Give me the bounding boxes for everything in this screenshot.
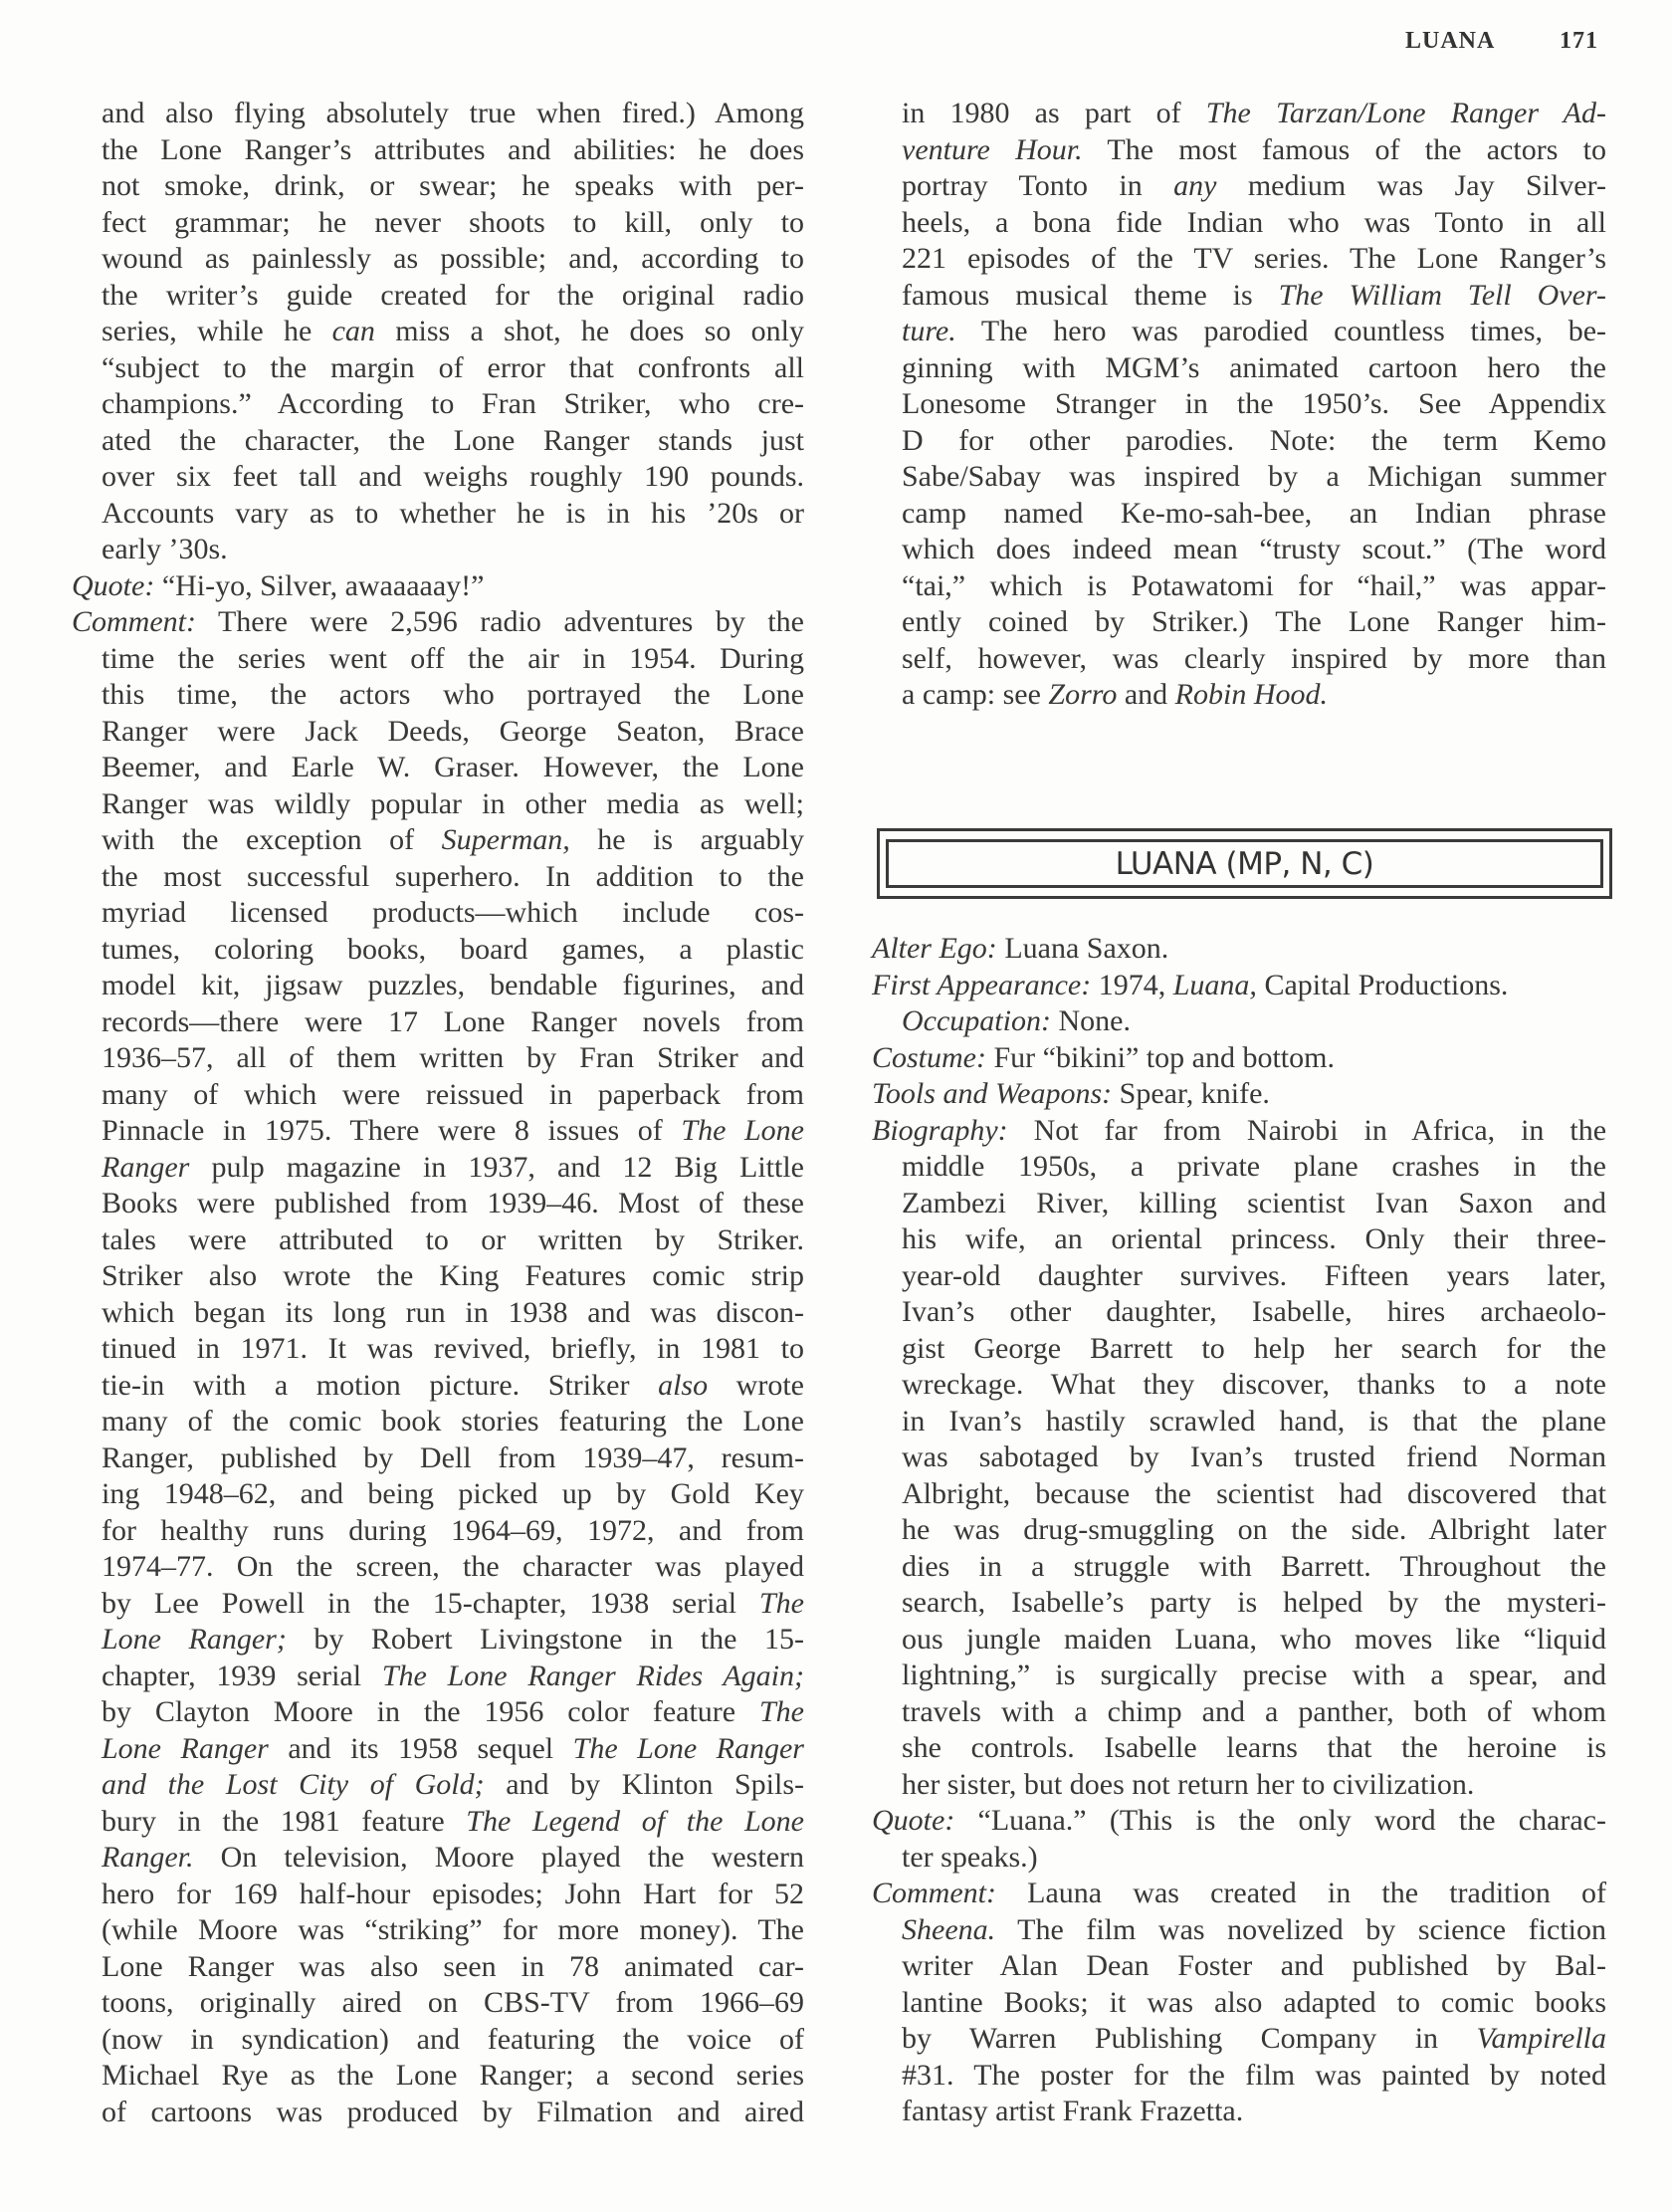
text-line — [72, 677, 804, 714]
text-run: search, Isabelle’s party is helped by the mysteri- — [902, 1586, 1606, 1619]
text-run: hero for 169 half-hour episodes; John Hart for 52 — [102, 1877, 804, 1910]
text-run: Lonesome Stranger in the 1950’s. See Appendix — [902, 387, 1606, 420]
text-line — [872, 386, 1606, 423]
text-run: 1974, — [1098, 968, 1173, 1001]
text-run: Luana Saxon. — [1004, 932, 1169, 965]
text-run: the Lone Ranger’s attributes and abilities: he does — [102, 132, 804, 166]
entry-field-quote — [872, 1803, 1606, 1876]
entry-title: LUANA (MP, N, C) — [886, 839, 1603, 888]
italic-title: The — [759, 1586, 804, 1620]
italic-title: ture. — [902, 315, 956, 347]
italic-title: The Lone Ranger — [572, 1731, 804, 1765]
text-line — [872, 96, 1606, 132]
text-run: series, while he — [102, 315, 332, 347]
text-run: Launa was created in the tradition of — [1027, 1877, 1606, 1909]
text-run: by Lee Powell in the 15-chapter, 1938 serial — [102, 1586, 759, 1620]
text-line — [872, 1221, 1606, 1258]
text-line — [872, 1439, 1606, 1476]
text-run: Michael Rye as the Lone Ranger; a second series — [102, 2059, 804, 2092]
text-line — [72, 1622, 804, 1659]
field-label: Comment: — [872, 1877, 996, 1909]
text-run: writer Alan Dean Foster and published by Bal- — [902, 1949, 1606, 1982]
text-line — [872, 931, 1606, 968]
text-line — [72, 1258, 804, 1295]
text-run: chapter, 1939 serial — [102, 1659, 382, 1692]
text-run: ated the character, the Lone Ranger stands just — [102, 423, 804, 457]
text-line — [872, 1876, 1606, 1912]
text-line — [72, 641, 804, 678]
text-run: in 1980 as part of — [902, 97, 1206, 129]
text-run: of cartoons was produced by Filmation and aired — [102, 2095, 804, 2128]
text-line — [872, 1003, 1606, 1040]
text-line — [872, 1258, 1606, 1295]
italic-title: Superman, — [441, 823, 570, 856]
text-line — [72, 1877, 804, 1913]
italic-title: Ranger — [102, 1150, 190, 1184]
entry-field-occupation — [872, 1003, 1606, 1040]
text-line — [872, 968, 1606, 1004]
text-run: by Warren Publishing Company in — [902, 2022, 1477, 2055]
text-line — [872, 1512, 1606, 1549]
text-run: Fur “bikini” top and bottom. — [993, 1040, 1335, 1074]
text-line — [72, 932, 804, 969]
text-run: which began its long run in 1938 and was discon- — [102, 1295, 804, 1329]
text-line — [72, 859, 804, 896]
text-line — [72, 132, 804, 169]
text-line — [872, 314, 1606, 350]
text-line — [872, 568, 1606, 605]
italic-title: and the Lost City of Gold; — [102, 1768, 485, 1801]
text-run: 1936–57, all of them written by Fran Striker and — [102, 1041, 804, 1074]
text-line — [872, 2021, 1606, 2058]
text-run: many of which were reissued in paperback from — [102, 1077, 804, 1111]
text-run: a camp: see — [902, 678, 1049, 711]
text-run: with the exception of — [102, 823, 442, 856]
text-line — [72, 714, 804, 751]
italic-title: The — [759, 1695, 804, 1728]
text-line — [872, 1767, 1606, 1804]
text-line — [72, 1694, 804, 1731]
text-run: tinued in 1971. It was revived, briefly, in 1981 to — [102, 1332, 804, 1365]
text-line — [72, 1985, 804, 2022]
text-run: 221 episodes of the TV series. The Lone Ranger’s — [902, 242, 1606, 275]
text-line — [872, 1985, 1606, 2022]
text-line — [872, 1549, 1606, 1586]
text-line — [72, 532, 804, 568]
text-run: tumes, coloring books, board games, a plastic — [102, 932, 804, 966]
text-run: many of the comic book stories featuring the Lone — [102, 1405, 804, 1438]
text-line — [72, 1804, 804, 1841]
text-run: Sabe/Sabay was inspired by a Michigan summer — [902, 460, 1606, 493]
text-run: None. — [1058, 1004, 1131, 1037]
text-line — [872, 1912, 1606, 1949]
text-line — [72, 750, 804, 786]
text-run: Accounts vary as to whether he is in his ’20s or — [102, 496, 804, 530]
entry-field-comment — [72, 604, 804, 2130]
paragraph — [872, 96, 1606, 714]
text-run: #31. The poster for the film was painted by noted — [902, 2058, 1606, 2092]
text-line — [72, 1040, 804, 1077]
text-run: tales were attributed to or written by Striker. — [102, 1222, 804, 1256]
text-line — [72, 1150, 804, 1187]
field-label: First Appearance: — [872, 968, 1092, 1001]
text-run: ous jungle maiden Luana, who moves like “liquid — [902, 1622, 1606, 1656]
text-line — [72, 1077, 804, 1114]
field-label: Comment: — [72, 605, 196, 638]
text-line — [72, 168, 804, 205]
text-line — [872, 1331, 1606, 1368]
text-line — [872, 1585, 1606, 1622]
text-run: over six feet tall and weighs roughly 190 pounds. — [102, 460, 804, 493]
text-run: ginning with MGM’s animated cartoon hero the — [902, 350, 1606, 384]
field-label: Biography: — [872, 1113, 1008, 1147]
text-line — [872, 1694, 1606, 1731]
text-line — [72, 568, 804, 605]
text-run: fantasy artist Frank Frazetta. — [902, 2095, 1244, 2127]
text-run: he was drug-smuggling on the side. Albright later — [902, 1513, 1606, 1546]
text-run: model kit, jigsaw puzzles, bendable figurines, and — [102, 969, 804, 1001]
text-run: toons, originally aired on CBS-TV from 1966–69 — [102, 1986, 804, 2019]
text-line — [72, 314, 804, 350]
text-run: Spear, knife. — [1119, 1077, 1270, 1110]
text-line — [72, 1949, 804, 1986]
text-run: portray Tonto in — [902, 169, 1174, 202]
text-run: dies in a struggle with Barrett. Throughout the — [902, 1549, 1606, 1583]
text-line — [72, 968, 804, 1004]
text-line — [872, 2058, 1606, 2095]
italic-title: The Tarzan/Lone Ranger Ad- — [1205, 97, 1606, 129]
text-run: and its 1958 sequel — [268, 1731, 573, 1765]
italic-title: Luana, — [1172, 968, 1257, 1001]
text-line — [872, 459, 1606, 496]
text-line — [72, 1476, 804, 1513]
text-run: wrote — [708, 1368, 804, 1402]
italic-title: Ranger. — [102, 1841, 194, 1874]
italic-title: also — [658, 1368, 709, 1402]
text-run: by Clayton Moore in the 1956 color feature — [102, 1695, 759, 1728]
text-run: Striker also wrote the King Features comic strip — [102, 1259, 804, 1292]
text-run: her sister, but does not return her to civilization. — [902, 1767, 1475, 1801]
text-run: this time, the actors who portrayed the Lone — [102, 678, 804, 711]
running-header — [1405, 28, 1495, 55]
text-run: fect grammar; he never shoots to kill, only to — [102, 205, 804, 239]
entry-field-tools-and-weapons — [872, 1076, 1606, 1113]
italic-title: Lone Ranger; — [102, 1623, 287, 1656]
text-line — [72, 1404, 804, 1440]
text-run: “Hi-yo, Silver, awaaaaay!” — [161, 568, 485, 602]
field-label: Occupation: — [902, 1004, 1051, 1037]
text-run: lightning,” is surgically precise with a spear, and — [902, 1659, 1606, 1691]
text-run: early ’30s. — [102, 533, 228, 565]
italic-title: Sheena. — [902, 1912, 996, 1946]
field-label: Quote: — [72, 568, 155, 602]
text-line — [72, 1659, 804, 1695]
text-line — [72, 423, 804, 460]
text-run: she controls. Isabelle learns that the heroine is — [902, 1731, 1606, 1764]
text-run: Ivan’s other daughter, Isabelle, hires archaeolo- — [902, 1295, 1606, 1328]
text-run: Lone Ranger was also seen in 78 animated car- — [102, 1949, 804, 1983]
italic-title: The William Tell Over- — [1278, 278, 1607, 312]
text-run: the writer’s guide created for the original radio — [102, 278, 804, 312]
text-run: medium was Jay Silver- — [1216, 169, 1607, 202]
text-line — [872, 1294, 1606, 1331]
text-run: by Robert Livingstone in the 15- — [286, 1623, 804, 1656]
text-run: he is arguably — [569, 823, 804, 856]
text-line — [872, 1622, 1606, 1659]
field-label: Quote: — [872, 1804, 955, 1837]
text-line — [872, 205, 1606, 242]
text-line — [72, 822, 804, 859]
text-run: 1974–77. On the screen, the character was played — [102, 1550, 804, 1583]
italic-title: venture Hour. — [902, 132, 1083, 166]
text-line — [72, 786, 804, 823]
left-column — [72, 96, 804, 2130]
text-run: Ranger, published by Dell from 1939–47, resum- — [102, 1440, 804, 1474]
text-run: ter speaks.) — [902, 1840, 1038, 1874]
text-run: miss a shot, he does so only — [374, 315, 804, 347]
text-run: tie-in with a motion picture. Striker — [102, 1368, 659, 1402]
text-line — [72, 1368, 804, 1405]
text-line — [872, 1404, 1606, 1440]
entry-field-costume — [872, 1040, 1606, 1077]
text-line — [72, 1586, 804, 1623]
entry-field-quote — [72, 568, 804, 605]
text-line — [72, 1222, 804, 1259]
text-run: “subject to the margin of error that confronts all — [102, 350, 804, 384]
text-line — [72, 386, 804, 423]
text-run: Not far from Nairobi in Africa, in the — [1033, 1113, 1607, 1147]
text-line — [72, 1731, 804, 1768]
text-run: (while Moore was “striking” for more money). The — [102, 1913, 804, 1946]
field-label: Costume: — [872, 1040, 986, 1074]
luana-entry — [872, 931, 1606, 2130]
entry-field-alter-ego — [872, 931, 1606, 968]
text-run: “Luana.” (This is the only word the charac- — [977, 1804, 1606, 1837]
text-line — [872, 1476, 1606, 1513]
text-line — [72, 496, 804, 533]
text-run: Ranger was wildly popular in other media as well; — [102, 786, 804, 820]
text-line — [872, 241, 1606, 278]
page-number — [1560, 28, 1598, 55]
italic-title: Lone Ranger — [102, 1731, 269, 1765]
text-line — [872, 496, 1606, 533]
text-line — [872, 1149, 1606, 1186]
text-run: gist George Barrett to help her search for the — [902, 1331, 1606, 1365]
entry-field-comment — [872, 1876, 1606, 2130]
text-run: heels, a bona fide Indian who was Tonto in all — [902, 205, 1606, 239]
text-line — [872, 604, 1606, 641]
text-line — [872, 132, 1606, 169]
text-run: his wife, an oriental princess. Only their three- — [902, 1222, 1606, 1255]
text-line — [872, 423, 1606, 460]
text-run: ing 1948–62, and being picked up by Gold Key — [102, 1477, 804, 1510]
text-line — [872, 278, 1606, 315]
text-line — [872, 1658, 1606, 1694]
text-run: Ranger were Jack Deeds, George Seaton, Brace — [102, 714, 804, 748]
text-line — [872, 1186, 1606, 1222]
text-line — [872, 350, 1606, 387]
text-run: The film was novelized by science fiction — [995, 1912, 1606, 1946]
text-line — [72, 350, 804, 387]
italic-title: can — [331, 315, 375, 347]
text-run: wound as painlessly as possible; and, according to — [102, 242, 804, 275]
text-run: Beemer, and Earle W. Graser. However, the Lone — [102, 751, 804, 783]
text-run: Albright, because the scientist had discovered that — [902, 1476, 1606, 1510]
text-line — [72, 1186, 804, 1222]
text-line — [72, 2095, 804, 2131]
text-run: self, however, was clearly inspired by more than — [902, 641, 1606, 675]
right-column-continuation — [872, 96, 1606, 714]
text-run: Capital Productions. — [1256, 968, 1509, 1001]
italic-title: Robin Hood. — [1174, 678, 1328, 711]
text-run: There were 2,596 radio adventures by the — [217, 605, 804, 638]
italic-title: The Lone — [681, 1114, 805, 1147]
text-line — [872, 1730, 1606, 1767]
text-line — [72, 1840, 804, 1877]
paragraph — [72, 96, 804, 568]
text-run: bury in the 1981 feature — [102, 1804, 467, 1838]
text-line — [72, 895, 804, 932]
text-run: year-old daughter survives. Fifteen years later, — [902, 1258, 1606, 1292]
text-run: pulp magazine in 1937, and 12 Big Little — [189, 1150, 804, 1184]
text-run: travels with a chimp and a panther, both of whom — [902, 1694, 1606, 1728]
running-title: LUANA — [1405, 28, 1496, 54]
italic-title: Vampirella — [1476, 2022, 1606, 2055]
text-run: “tai,” which is Potawatomi for “hail,” was appar- — [902, 568, 1606, 602]
italic-title: any — [1173, 169, 1217, 202]
text-run: camp named Ke-mo-sah-bee, an Indian phrase — [902, 496, 1606, 530]
text-run: Books were published from 1939–46. Most of these — [102, 1187, 804, 1219]
text-line — [72, 1912, 804, 1949]
text-line — [872, 641, 1606, 678]
text-line — [72, 1767, 804, 1804]
text-run: Zambezi River, killing scientist Ivan Saxon and — [902, 1186, 1606, 1219]
text-line — [72, 205, 804, 242]
text-run: famous musical theme is — [902, 278, 1279, 312]
text-run: and — [1117, 678, 1175, 711]
field-label: Alter Ego: — [872, 932, 997, 965]
text-run: On television, Moore played the western — [193, 1841, 804, 1874]
text-line — [872, 1367, 1606, 1404]
text-run: time the series went off the air in 1954. During — [102, 641, 804, 675]
text-line — [72, 1513, 804, 1550]
text-line — [72, 2022, 804, 2059]
field-label: Tools and Weapons: — [872, 1077, 1113, 1110]
text-run: The hero was parodied countless times, be- — [955, 315, 1606, 347]
entry-field-first-appearance — [872, 968, 1606, 1004]
italic-title: The Legend of the Lone — [466, 1804, 804, 1838]
text-run: D for other parodies. Note: the term Kemo — [902, 423, 1606, 457]
text-line — [72, 1295, 804, 1332]
text-line — [872, 1113, 1606, 1150]
text-run: records—there were 17 Lone Ranger novels from — [102, 1004, 804, 1038]
text-line — [72, 2058, 804, 2095]
text-line — [872, 2094, 1606, 2130]
text-line — [72, 96, 804, 132]
text-line — [872, 532, 1606, 568]
text-line — [72, 1549, 804, 1586]
text-line — [872, 168, 1606, 205]
text-line — [72, 278, 804, 315]
entry-field-biography — [872, 1113, 1606, 1804]
text-run: champions.” According to Fran Striker, who cre- — [102, 387, 804, 420]
text-run: the most successful superhero. In addition to the — [102, 859, 804, 893]
text-run: myriad licensed products—which include cos- — [102, 896, 804, 929]
text-run: in Ivan’s hastily scrawled hand, is that the plane — [902, 1404, 1606, 1438]
text-line — [872, 677, 1606, 714]
text-line — [72, 241, 804, 278]
text-run: (now in syndication) and featuring the voice of — [102, 2022, 804, 2056]
italic-title: The Lone Ranger Rides Again; — [381, 1659, 804, 1692]
text-run: which does indeed mean “trusty scout.” (The word — [902, 533, 1606, 565]
text-run: wreckage. What they discover, thanks to a note — [902, 1368, 1606, 1401]
text-run: Pinnacle in 1975. There were 8 issues of — [102, 1114, 682, 1147]
entry-heading-box — [877, 828, 1612, 899]
text-run: ently coined by Striker.) The Lone Ranger him- — [902, 605, 1606, 638]
text-line — [872, 1840, 1606, 1877]
text-run: and also flying absolutely true when fired.) Among — [102, 97, 804, 129]
text-line — [72, 459, 804, 496]
text-run: middle 1950s, a private plane crashes in the — [902, 1150, 1606, 1183]
text-line — [72, 1113, 804, 1150]
text-run: and by Klinton Spils- — [484, 1768, 804, 1801]
text-run: was sabotaged by Ivan’s trusted friend Norman — [902, 1440, 1606, 1473]
text-line — [872, 1948, 1606, 1985]
text-line — [72, 1004, 804, 1041]
text-run: not smoke, drink, or swear; he speaks with per- — [102, 169, 804, 202]
text-run: The most famous of the actors to — [1082, 132, 1606, 166]
page-number-text: 171 — [1560, 28, 1598, 54]
text-line — [872, 1040, 1606, 1077]
text-line — [872, 1803, 1606, 1840]
italic-title: Zorro — [1048, 678, 1118, 711]
text-line — [72, 1440, 804, 1477]
text-run: for healthy runs during 1964–69, 1972, and from — [102, 1513, 804, 1547]
text-run: lantine Books; it was also adapted to comic books — [902, 1985, 1606, 2019]
text-line — [72, 604, 804, 641]
text-line — [872, 1076, 1606, 1113]
text-line — [72, 1331, 804, 1368]
